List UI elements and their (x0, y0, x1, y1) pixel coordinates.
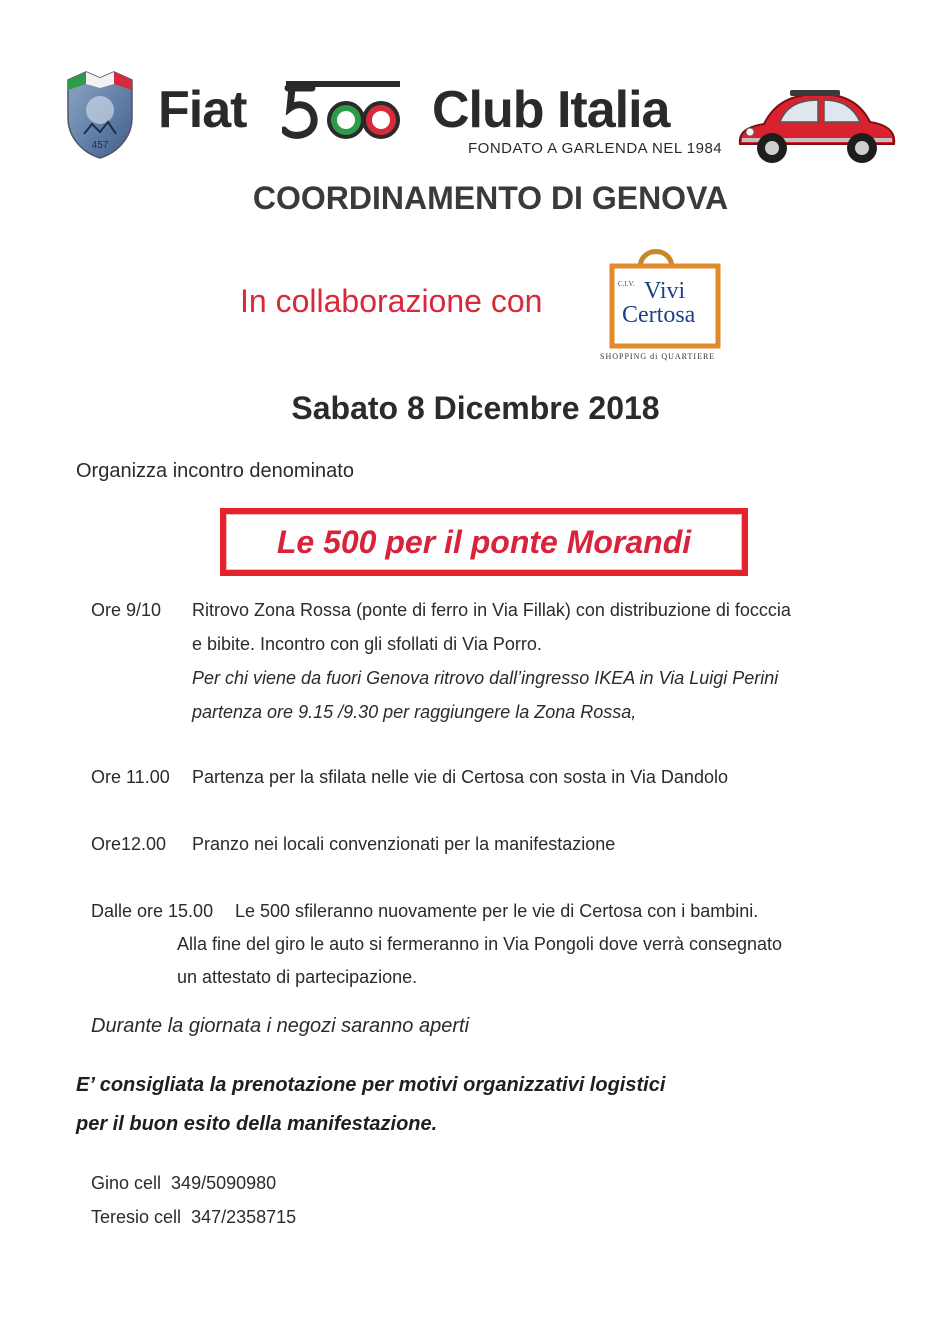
booking-advice-line: per il buon esito della manifestazione. (76, 1113, 438, 1135)
event-date: Sabato 8 Dicembre 2018 (291, 390, 660, 426)
program-line: Pranzo nei locali convenzionati per la manifestazione (192, 834, 616, 854)
program-line: e bibite. Incontro con gli sfollati di Via Porro. (192, 634, 542, 654)
event-title-box (220, 508, 748, 576)
brand-club-italia: Club Italia (432, 81, 670, 139)
vivi-line1: Vivi (644, 278, 686, 304)
vivi-line2: Certosa (622, 302, 696, 328)
program-line: Alla fine del giro le auto si fermeranno in Via Pongoli dove verrà consegnato (177, 934, 783, 954)
contact-teresio (91, 1207, 296, 1228)
club-crest-logo (62, 70, 138, 160)
svg-text:457: 457 (91, 140, 109, 151)
vivi-certosa-logo (596, 244, 746, 370)
program-line: Le 500 sfileranno nuovamente per le vie di Certosa con i bambini. (235, 901, 759, 921)
coordination-heading: COORDINAMENTO DI GENOVA (252, 180, 729, 216)
founded-text: FONDATO A GARLENDA NEL 1984 (468, 140, 723, 157)
program-line: un attestato di partecipazione. (177, 967, 418, 987)
program-line: Ritrovo Zona Rossa (ponte di ferro in Via Fillak) con distribuzione di focccia (192, 600, 791, 620)
program-time: Ore 9/10 (91, 600, 162, 620)
program-time: Ore12.00 (91, 834, 167, 854)
vivi-tagline: SHOPPING di QUARTIERE (600, 352, 716, 361)
event-intro: Organizza incontro denominato (76, 460, 354, 482)
contact-gino (91, 1173, 276, 1194)
booking-advice-line: E’ consigliata la prenotazione per motivi organizzativi logistici (76, 1074, 666, 1096)
event-title: Le 500 per il ponte Morandi (276, 524, 692, 560)
contact-name: Gino cell (91, 1173, 162, 1193)
brand-500-logo (282, 78, 404, 148)
program-time: Ore 11.00 (91, 767, 170, 787)
collaboration-text: In collaborazione con (240, 283, 543, 319)
program-time: Dalle ore 15.00 (91, 901, 214, 921)
program-line-italic: partenza ore 9.15 /9.30 per raggiungere la Zona Rossa, (192, 702, 637, 722)
shops-open-note: Durante la giornata i negozi saranno aperti (91, 1015, 470, 1037)
fiat-500-car-image (730, 86, 900, 170)
contact-name: Teresio cell (91, 1207, 182, 1227)
vivi-prefix: C.I.V. (618, 280, 635, 288)
program-line-italic: Per chi viene da fuori Genova ritrovo dall’ingresso IKEA in Via Luigi Perini (192, 668, 779, 688)
program-line: Partenza per la sfilata nelle vie di Certosa con sosta in Via Dandolo (192, 767, 728, 787)
contact-phone: 347/2358715 (191, 1207, 297, 1227)
contact-phone: 349/5090980 (171, 1173, 277, 1193)
brand-fiat: Fiat (158, 81, 247, 139)
